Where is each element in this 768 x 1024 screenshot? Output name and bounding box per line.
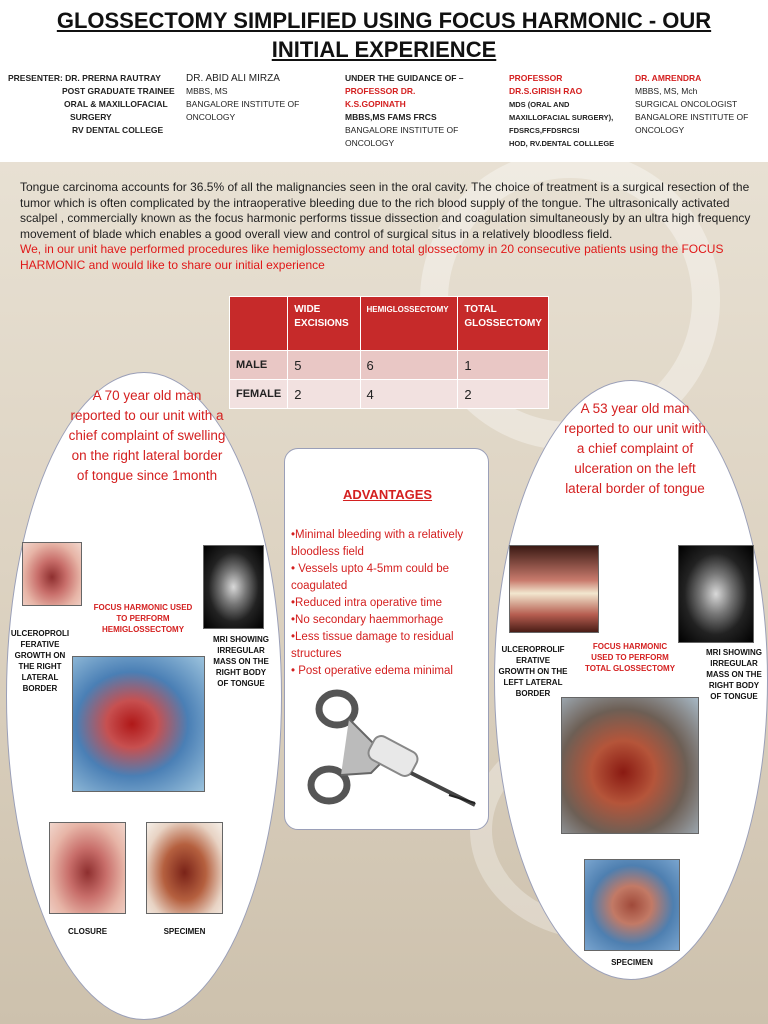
- case1-specimen-photo: [146, 822, 223, 914]
- case1-mri-caption: MRI SHOWING IRREGULAR MASS ON THE RIGHT BODY OF TONGUE: [213, 635, 269, 688]
- poster-header: [0, 0, 768, 162]
- author-line: ONCOLOGY: [635, 125, 685, 135]
- table-cell: 4: [360, 380, 458, 409]
- author-line: MBBS, MS: [186, 86, 228, 96]
- table-cell: MALE: [230, 351, 288, 380]
- intro-paragraph-highlight: We, in our unit have performed procedures like hemiglossectomy and total glossectomy in 20 consecutive patients using the FOCUS HARMONIC and would like to share our initial experience: [20, 242, 724, 272]
- intro-text: [20, 180, 755, 273]
- advantages-title: ADVANTAGES: [342, 487, 433, 502]
- case2-specimen-caption: SPECIMEN: [611, 958, 653, 967]
- case2-growth-caption: ULCEROPROLIF ERATIVE GROWTH ON THE LEFT LATERAL BORDER: [498, 645, 568, 698]
- intro-paragraph: Tongue carcinoma accounts for 36.5% of all the malignancies seen in the oral cavity. The choice of treatment is a surgical resection of the tumor which is often complicated by the intraoperative bleeding due to the rich blood supply of the tongue. The ultrasonically activated scalpel , commercially known as the focus harmonic performs tissue dissection and coagulation simultaneously by an ultra high frequency movement of blade which enables a good overall view and control of surgical situs in a relatively bloodless field.: [20, 180, 751, 241]
- author-line: MBBS,MS FAMS FRCS: [345, 112, 437, 122]
- list-item: •No secondary haemmorhage: [291, 614, 444, 626]
- author-line: DR. AMRENDRA: [635, 73, 702, 83]
- advantages-list: [291, 527, 487, 680]
- poster-title: GLOSSECTOMY SIMPLIFIED USING FOCUS HARMONIC - OUR INITIAL EXPERIENCE: [56, 8, 712, 62]
- case2-harmonic-caption: FOCUS HARMONIC USED TO PERFORM TOTAL GLOSSECTOMY: [584, 642, 676, 673]
- advantages-box: [284, 448, 489, 830]
- list-item: •Minimal bleeding with a relatively bloodless field: [291, 529, 464, 558]
- table-cell: 2: [288, 380, 360, 409]
- author-line: BANGALORE INSTITUTE OF: [345, 125, 459, 135]
- author-line: PROFESSOR: [509, 73, 563, 83]
- author-line: ORAL & MAXILLOFACIAL: [64, 99, 168, 109]
- harmonic-scalpel-icon: [299, 687, 479, 817]
- case2-mri-caption: MRI SHOWING IRREGULAR MASS ON THE RIGHT BODY OF TONGUE: [706, 648, 762, 701]
- author-line: UNDER THE GUIDANCE OF –: [345, 73, 464, 83]
- case1-growth-caption: ULCEROPROLI FERATIVE GROWTH ON THE RIGHT LATERAL BORDER: [10, 629, 70, 693]
- list-item: • Vessels upto 4-5mm could be coagulated: [291, 563, 450, 592]
- author-line: PRESENTER: DR. PRERNA RAUTRAY: [8, 73, 161, 83]
- table-cell: 1: [458, 351, 549, 380]
- author-line: K.S.GOPINATH: [345, 99, 406, 109]
- list-item: • Post operative edema minimal: [291, 665, 453, 677]
- author-line: SURGICAL ONCOLOGIST: [635, 99, 738, 109]
- author-line: FDSRCS,FFDSRCSI: [509, 126, 580, 135]
- case2-description: A 53 year old man reported to our unit with a chief complaint of ulceration on the left lateral border of tongue: [564, 401, 706, 496]
- case1-description: A 70 year old man reported to our unit with a chief complaint of swelling on the right lateral border of tongue since 1month: [68, 388, 226, 483]
- table-header: [230, 297, 288, 351]
- author-line: ONCOLOGY: [186, 112, 236, 122]
- author-line: RV DENTAL COLLEGE: [72, 125, 164, 135]
- case1-closure-photo: [49, 822, 126, 914]
- case2-specimen-photo: [584, 859, 680, 951]
- case1-specimen-caption: SPECIMEN: [163, 927, 206, 936]
- author-line: BANGALORE INSTITUTE OF: [635, 112, 749, 122]
- author-amrendra: [635, 72, 765, 137]
- author-line: ONCOLOGY: [345, 138, 395, 148]
- case2-growth-photo: [509, 545, 599, 633]
- list-item: •Less tissue damage to residual structures: [291, 631, 454, 660]
- case1-surgery-photo: [72, 656, 205, 792]
- author-line: MBBS, MS, Mch: [635, 86, 698, 96]
- author-line: MAXILLOFACIAL SURGERY),: [509, 113, 614, 122]
- author-line: BANGALORE INSTITUTE OF: [186, 99, 300, 109]
- author-girish-rao: [509, 72, 634, 150]
- table-header-row: [230, 297, 549, 351]
- table-header: HEMIGLOSSECTOMY: [360, 297, 458, 351]
- author-line: MDS (ORAL AND: [509, 100, 570, 109]
- list-item: •Reduced intra operative time: [291, 597, 443, 609]
- table-header: TOTAL GLOSSECTOMY: [458, 297, 549, 351]
- case-statistics-table: [229, 296, 549, 409]
- case2-mri-photo: [678, 545, 754, 643]
- case1-harmonic-caption: FOCUS HARMONIC USED TO PERFORM HEMIGLOSSECTOMY: [93, 603, 193, 634]
- table-row: [230, 380, 549, 409]
- author-line: DR.S.GIRISH RAO: [509, 86, 583, 96]
- table-cell: 5: [288, 351, 360, 380]
- table-row: [230, 351, 549, 380]
- author-line: DR. ABID ALI MIRZA: [186, 73, 280, 84]
- author-presenter: [8, 72, 178, 137]
- author-line: PROFESSOR DR.: [345, 86, 416, 96]
- author-line: SURGERY: [70, 112, 112, 122]
- case1-mri-photo: [203, 545, 264, 629]
- author-line: HOD, RV.DENTAL COLLLEGE: [509, 139, 615, 148]
- author-line: POST GRADUATE TRAINEE: [62, 86, 175, 96]
- case1-closure-caption: CLOSURE: [67, 927, 108, 936]
- case1-growth-photo: [22, 542, 82, 606]
- author-mirza: [186, 72, 336, 124]
- table-cell: 6: [360, 351, 458, 380]
- case2-surgery-photo: [561, 697, 699, 834]
- table-header: WIDE EXCISIONS: [288, 297, 360, 351]
- table-cell: FEMALE: [230, 380, 288, 409]
- author-gopinath: [345, 72, 505, 150]
- table-cell: 2: [458, 380, 549, 409]
